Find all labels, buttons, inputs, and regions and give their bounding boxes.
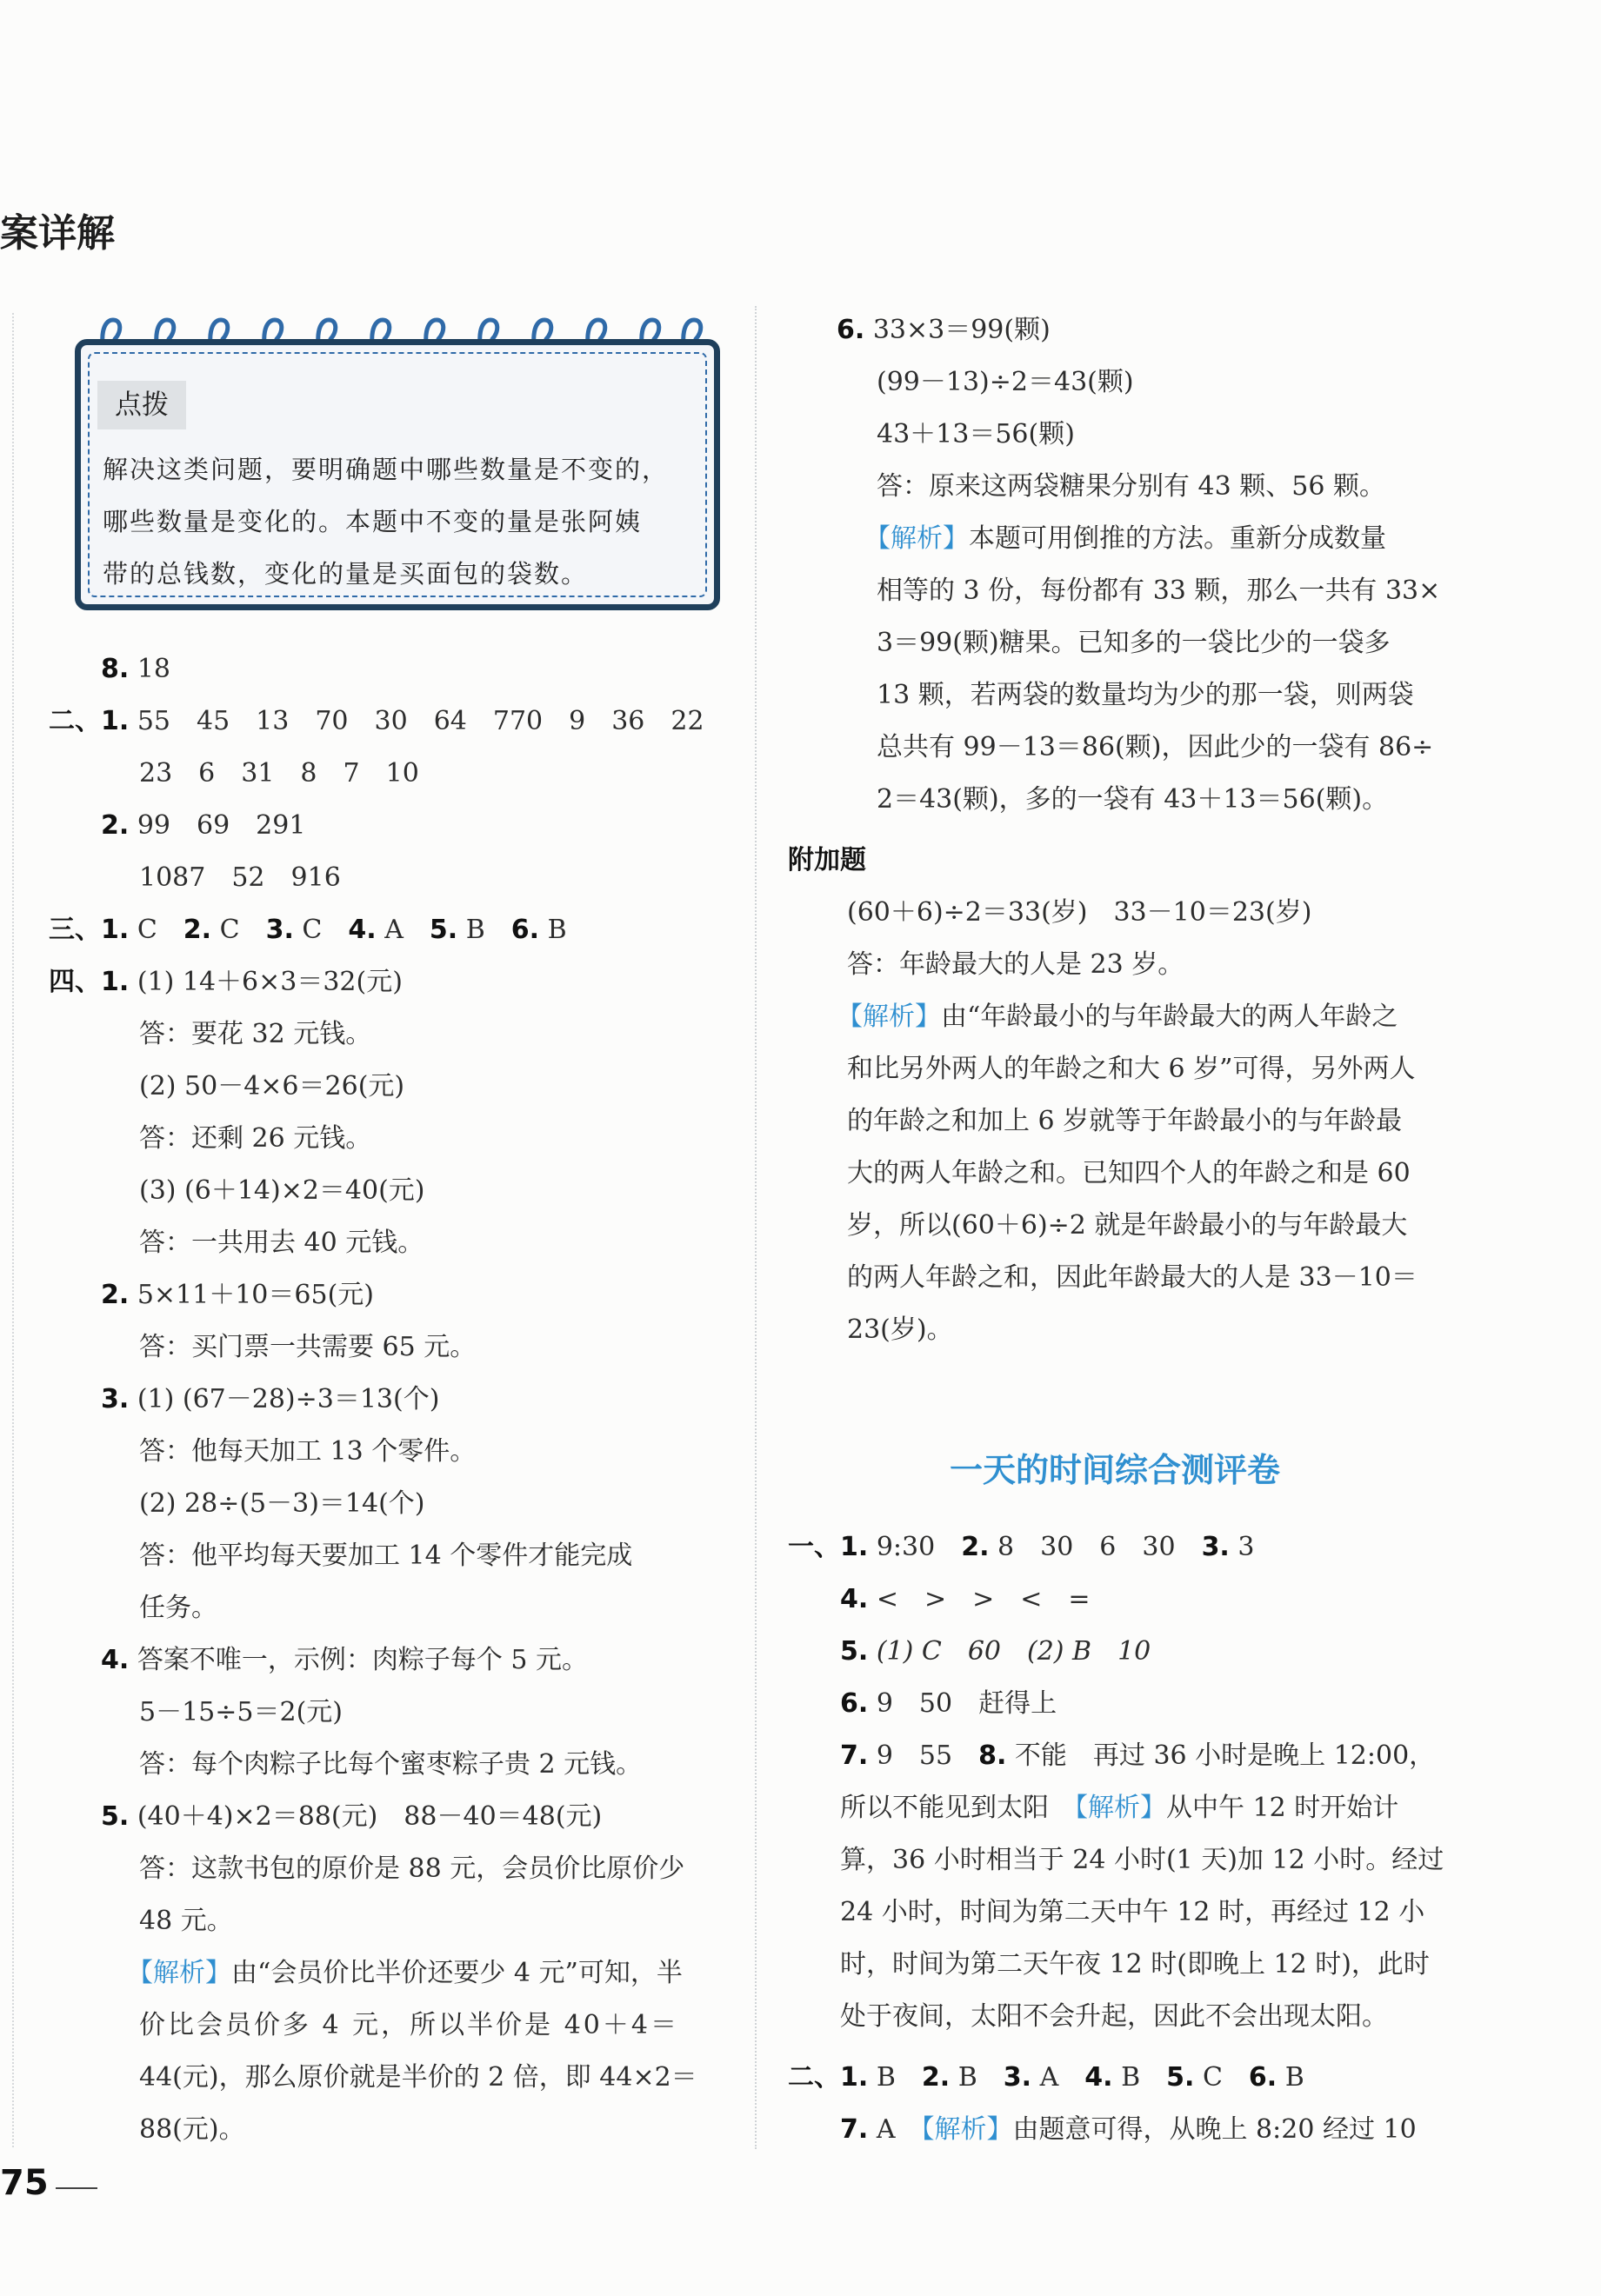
analysis-line: 3＝99(颗)糖果。已知多的一袋比少的一袋多: [877, 628, 1391, 658]
analysis-line: 价比会员价多 4 元，所以半价是 40＋4＝: [139, 2010, 679, 2040]
analysis-line: 13 颗，若两袋的数量均为少的那一袋，则两袋: [877, 680, 1414, 710]
answer-line: (2) 28÷(5－3)＝14(个): [139, 1488, 425, 1519]
answer-line: 答：一共用去 40 元钱。: [139, 1228, 424, 1258]
answer-line: 48 元。: [139, 1906, 233, 1936]
left-margin-divider: [12, 313, 14, 2147]
analysis-tag: 【解析】: [864, 523, 969, 554]
analysis-line: 处于夜间，太阳不会升起，因此不会出现太阳。: [840, 2001, 1388, 2032]
analysis-line: 【解析】由“年龄最小的与年龄最大的两人年龄之: [837, 1002, 1398, 1032]
analysis-line: 【解析】本题可用倒推的方法。重新分成数量: [864, 523, 1386, 554]
answer-line: 答：要花 32 元钱。: [139, 1019, 372, 1049]
answer-line: 3. (1) (67－28)÷3＝13(个): [101, 1384, 440, 1414]
answer-line: (3) (6＋14)×2＝40(元): [139, 1175, 425, 1206]
answer-line: 1087 52 916: [139, 862, 341, 893]
tip-line: 解决这类问题，要明确题中哪些数量是不变的，: [103, 455, 670, 484]
answer-line: 5. (1) C 60 (2) B 10: [840, 1636, 1151, 1667]
analysis-line: 总共有 99－13＝86(颗)，因此少的一袋有 86÷: [877, 732, 1434, 762]
answer-line: 7. 9 55 8. 不能 再过 36 小时是晚上 12:00，: [840, 1740, 1436, 1771]
analysis-line: 相等的 3 份，每份都有 33 颗，那么一共有 33×: [877, 576, 1441, 606]
answer-line: (99－13)÷2＝43(颗): [877, 367, 1134, 397]
analysis-line: 的两人年龄之和，因此年龄最大的人是 33－10＝: [847, 1262, 1418, 1293]
analysis-line: 44(元)，那么原价就是半价的 2 倍，即 44×2＝: [139, 2062, 697, 2093]
answer-line: 任务。: [139, 1593, 217, 1623]
answer-line: 5－15÷5＝2(元): [139, 1697, 343, 1727]
answer-line: 6. 33×3＝99(颗): [837, 315, 1051, 345]
answer-line: 7. A 【解析】由题意可得，从晚上 8:20 经过 10: [840, 2114, 1417, 2145]
answer-line: 所以不能见到太阳 【解析】从中午 12 时开始计: [840, 1793, 1399, 1823]
analysis-tag: 【解析】: [837, 1002, 941, 1032]
analysis-line: 88(元)。: [139, 2114, 245, 2145]
analysis-tag: 【解析】: [1075, 1793, 1166, 1823]
analysis-line: 2＝43(颗)，多的一袋有 43＋13＝56(颗)。: [877, 784, 1389, 815]
extra-question-heading: 附加题: [788, 845, 866, 875]
answer-line: 5. (40＋4)×2＝88(元) 88－40＝48(元): [101, 1801, 603, 1832]
analysis-line: 23(岁)。: [847, 1314, 953, 1345]
analysis-line: 岁，所以(60＋6)÷2 就是年龄最小的与年龄最大: [847, 1210, 1408, 1241]
analysis-line: 【解析】由“会员价比半价还要少 4 元”可知，半: [127, 1958, 683, 1988]
analysis-line: 时，时间为第二天午夜 12 时(即晚上 12 时)，此时: [840, 1949, 1430, 1980]
analysis-line: 大的两人年龄之和。已知四个人的年龄之和是 60: [847, 1158, 1411, 1188]
answer-line: 2. 5×11＋10＝65(元): [101, 1280, 374, 1310]
analysis-line: 算，36 小时相当于 24 小时(1 天)加 12 小时。经过: [840, 1845, 1444, 1875]
answer-line: 答：他平均每天要加工 14 个零件才能完成: [139, 1541, 633, 1571]
answer-line: 8. 18: [101, 654, 171, 684]
tip-label: 点拨: [97, 381, 186, 429]
answer-line: 答：还剩 26 元钱。: [139, 1123, 372, 1154]
answer-line: 答：买门票一共需要 65 元。: [139, 1332, 477, 1362]
analysis-line: 和比另外两人的年龄之和大 6 岁”可得，另外两人: [847, 1054, 1416, 1084]
page-number-rule: [56, 2187, 97, 2189]
tip-line: 带的总钱数，变化的量是买面包的袋数。: [103, 559, 589, 589]
answer-line: 答：原来这两袋糖果分别有 43 颗、56 颗。: [877, 471, 1385, 502]
answer-line: 答：年龄最大的人是 23 岁。: [847, 949, 1184, 980]
answer-line: (2) 50－4×6＝26(元): [139, 1071, 405, 1101]
answer-line: 4. < > > < =: [840, 1584, 1091, 1614]
answer-line: 二、1. 55 45 13 70 30 64 770 9 36 22: [49, 706, 704, 736]
section-title: 一天的时间综合测评卷: [950, 1451, 1281, 1489]
answer-line: 4. 答案不唯一，示例：肉粽子每个 5 元。: [101, 1645, 588, 1675]
column-divider: [755, 306, 757, 2149]
analysis-line: 24 小时，时间为第二天中午 12 时，再经过 12 小: [840, 1897, 1425, 1927]
analysis-tag: 【解析】: [921, 2114, 1013, 2145]
analysis-tag: 【解析】: [127, 1958, 231, 1988]
answer-line: 一、1. 9:30 2. 8 30 6 30 3. 3: [788, 1532, 1255, 1562]
analysis-line: 的年龄之和加上 6 岁就等于年龄最小的与年龄最: [847, 1106, 1403, 1136]
answer-line: 答：他每天加工 13 个零件。: [139, 1436, 477, 1467]
page-number: 75: [0, 2163, 49, 2203]
answer-line: 二、1. B 2. B 3. A 4. B 5. C 6. B: [788, 2062, 1304, 2093]
answer-line: 答：每个肉粽子比每个蜜枣粽子贵 2 元钱。: [139, 1749, 643, 1780]
tip-line: 哪些数量是变化的。本题中不变的量是张阿姨: [103, 507, 643, 536]
answer-line: 四、1. (1) 14＋6×3＝32(元): [49, 967, 403, 997]
answer-line: 6. 9 50 赶得上: [840, 1688, 1057, 1719]
answer-line: 43＋13＝56(颗): [877, 419, 1075, 449]
answer-line: 2. 99 69 291: [101, 810, 306, 841]
answer-line: 答：这款书包的原价是 88 元，会员价比原价少: [139, 1853, 685, 1884]
answer-line: 23 6 31 8 7 10: [139, 758, 419, 789]
answer-line: (60＋6)÷2＝33(岁) 33－10＝23(岁): [847, 897, 1312, 928]
answer-line: 三、1. C 2. C 3. C 4. A 5. B 6. B: [49, 915, 567, 945]
page-title: 案详解: [0, 211, 115, 256]
